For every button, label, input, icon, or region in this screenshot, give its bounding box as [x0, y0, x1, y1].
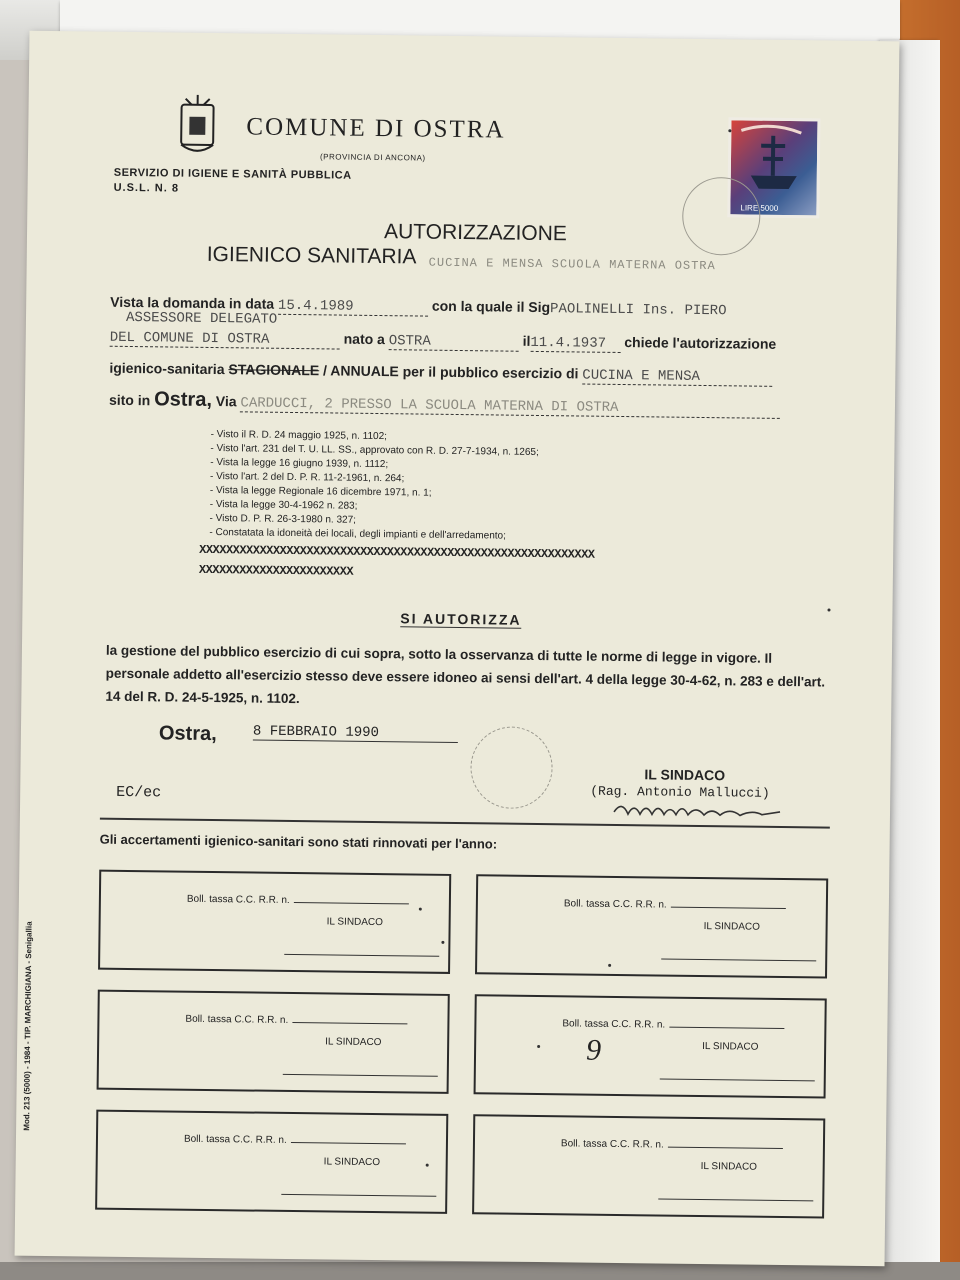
boll-label: Boll. tassa C.C. R.R. n. [186, 893, 290, 906]
boll-label: Boll. tassa C.C. R.R. n. [562, 1018, 666, 1031]
application-date: 15.4.1989 [278, 298, 428, 317]
nato-a-label: nato a [343, 330, 385, 348]
visto-7: - Visto D. P. R. 26-3-1980 n. 327; [209, 512, 357, 526]
visto-5: - Vista la legge Regionale 16 dicembre 1971, n. 1; [209, 484, 432, 499]
document-subtitle: IGIENICO SANITARIA [206, 242, 417, 269]
address: CARDUCCI, 2 PRESSO LA SCUOLA MATERNA DI OSTRA [240, 395, 780, 419]
handwritten-mark: 9 [585, 1033, 602, 1067]
igienico-label: igienico-sanitaria [109, 359, 225, 378]
print-speck [426, 1164, 429, 1167]
usl-label: U.S.L. N. 8 [113, 181, 180, 195]
annuale-label: / ANNUALE per il pubblico esercizio di [322, 362, 579, 382]
chiede-label: chiede l'autorizzazione [624, 334, 777, 352]
printer-imprint: Mod. 213 (5000) - 1984 - TIP. MARCHIGIANA - Senigallia [22, 921, 34, 1131]
box-sindaco-label: IL SINDACO [702, 1041, 759, 1053]
renewal-box-2 [475, 874, 828, 978]
signature-line [661, 959, 816, 962]
renewal-box-5 [95, 1110, 448, 1214]
box-sindaco-label: IL SINDACO [323, 1156, 381, 1169]
print-speck [608, 964, 611, 967]
servizio-label: SERVIZIO DI IGIENE E SANITÀ PUBBLICA [113, 166, 352, 182]
il-label: il [522, 332, 531, 349]
signature-line [284, 954, 439, 957]
signature-line [281, 1194, 436, 1197]
document-page [15, 31, 900, 1267]
box-sindaco-label: IL SINDACO [325, 1036, 382, 1049]
via-label: Via [215, 393, 237, 410]
print-speck [827, 609, 830, 612]
print-speck [441, 941, 444, 944]
city-label: Ostra, [154, 388, 213, 411]
visto-1: - Visto il R. D. 24 maggio 1925, n. 1102; [210, 428, 388, 443]
sito-label: sito in [108, 391, 151, 409]
boll-label: Boll. tassa C.C. R.R. n. [560, 1138, 664, 1151]
applicant-role-2: DEL COMUNE DI OSTRA [110, 330, 340, 350]
stagionale-struck: STAGIONALE [228, 361, 320, 379]
document-title: AUTORIZZAZIONE [383, 220, 568, 246]
visto-8: - Constatata la idoneità dei locali, degli impianti e dell'arredamento; [209, 526, 506, 542]
sito-line [109, 388, 781, 419]
closing-place: Ostra, [158, 722, 217, 746]
print-speck [728, 129, 731, 132]
renewal-box-1 [98, 870, 451, 974]
box-sindaco-label: IL SINDACO [703, 921, 760, 933]
renewal-box-4 [474, 994, 827, 1098]
struck-line-1: XXXXXXXXXXXXXXXXXXXXXXXXXXXXXXXXXXXXXXXXXXXXXXXXXXXXXXXXXXX [199, 542, 595, 562]
struck-line-2: XXXXXXXXXXXXXXXXXXXXXXX [198, 562, 354, 579]
signature [612, 798, 782, 824]
stamp-value: LIRE 5000 [740, 203, 779, 213]
signature-line [283, 1074, 438, 1077]
visto-4: - Visto l'art. 2 del D. P. R. 11-2-1961, n. 264; [210, 470, 405, 485]
visto-3: - Vista la legge 16 giugno 1939, n. 1112; [210, 456, 389, 471]
signature-line [660, 1079, 815, 1082]
boll-label: Boll. tassa C.C. R.R. n. [183, 1133, 287, 1146]
applicant-name: PAOLINELLI Ins. PIERO [549, 301, 727, 320]
con-la-quale-label: con la quale il Sig [431, 297, 551, 316]
il-sindaco-label: IL SINDACO [644, 766, 726, 784]
boll-label: Boll. tassa C.C. R.R. n. [563, 898, 667, 911]
authorization-subject: CUCINA E MENSA SCUOLA MATERNA OSTRA [428, 255, 716, 274]
applicant-role-1: ASSESSORE DELEGATO [125, 309, 278, 328]
municipal-seal [470, 726, 553, 809]
esercizio-type: CUCINA E MENSA [582, 368, 772, 387]
signature-line [658, 1199, 813, 1202]
vista-label: Vista la domanda in data [110, 293, 275, 312]
print-speck [419, 908, 422, 911]
boll-label: Boll. tassa C.C. R.R. n. [185, 1013, 289, 1026]
signatory-name: (Rag. Antonio Mallucci) [590, 783, 770, 801]
authorization-body: la gestione del pubblico esercizio di cui sopra, sotto la osservanza di tutte le norme di legge in vigore. Il personale addetto all'esercizio stesso deve essere idoneo ai sensi dell'art. 4 della legge 30-4-62, n. 283 e dell'art. 14 del R. D. 24-5-1925, n. 1102. [105, 642, 826, 707]
si-autorizza-heading: SI AUTORIZZA [400, 610, 522, 628]
provincia-label: (PROVINCIA DI ANCONA) [319, 152, 426, 163]
birthplace: OSTRA [389, 333, 519, 352]
box-sindaco-label: IL SINDACO [326, 916, 384, 929]
nato-line [110, 328, 777, 355]
visto-6: - Vista la legge 30-4-1962 n. 283; [209, 498, 358, 512]
municipal-crest-icon [173, 94, 222, 157]
postmark [682, 177, 761, 256]
closing-date: 8 FEBBRAIO 1990 [253, 724, 458, 744]
igienico-line [109, 360, 772, 387]
print-speck [537, 1045, 540, 1048]
box-sindaco-label: IL SINDACO [700, 1161, 758, 1173]
renewal-box-6 [472, 1114, 825, 1218]
typist-initials: EC/ec [116, 783, 162, 802]
comune-title: COMUNE DI OSTRA [246, 113, 506, 144]
renewal-box-3 [97, 990, 450, 1094]
birthdate: 11.4.1937 [530, 335, 620, 353]
visto-2: - Visto l'art. 231 del T. U. LL. SS., approvato con R. D. 27-7-1934, n. 1265; [210, 442, 539, 458]
renewals-heading: Gli accertamenti igienico-sanitari sono stati rinnovati per l'anno: [99, 831, 498, 852]
